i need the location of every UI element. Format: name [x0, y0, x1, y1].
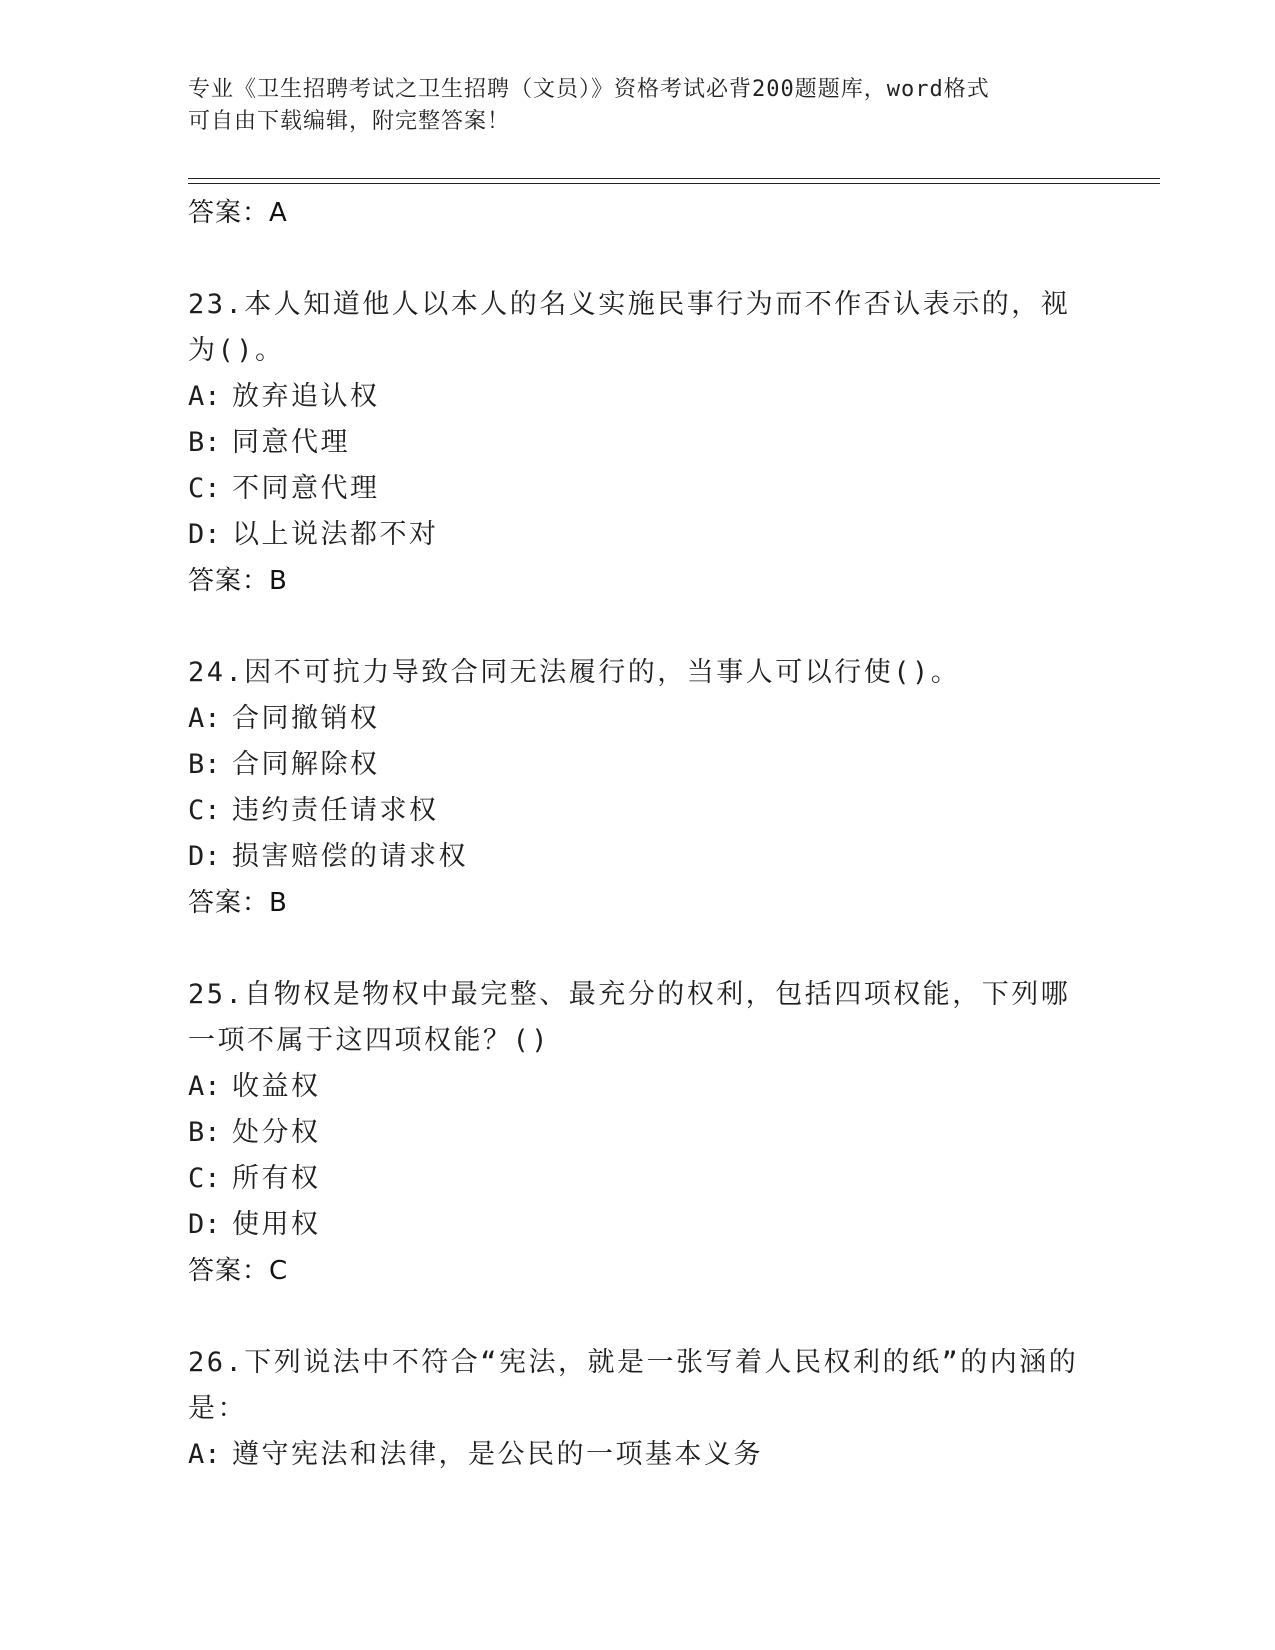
- answer-value: C: [269, 1256, 289, 1286]
- question-stem: [188, 972, 1088, 1064]
- option-b: [188, 420, 1088, 466]
- question-number: 23.: [188, 289, 245, 320]
- option-text: 不同意代理: [232, 473, 380, 504]
- question-number: 25.: [188, 979, 245, 1010]
- option-text: 合同撤销权: [232, 703, 380, 734]
- question-block: [188, 1340, 1088, 1478]
- option-c: [188, 1156, 1088, 1202]
- question-text: 因不可抗力导致合同无法履行的，当事人可以行使()。: [244, 657, 961, 688]
- option-key: C:: [188, 795, 221, 826]
- answer-value: B: [269, 888, 288, 918]
- option-text: 所有权: [232, 1163, 321, 1194]
- answer-line: [188, 558, 1088, 604]
- option-key: A:: [188, 1439, 221, 1470]
- option-key: D:: [188, 519, 221, 550]
- answer-line: [188, 880, 1088, 926]
- option-b: [188, 1110, 1088, 1156]
- option-text: 放弃追认权: [232, 381, 380, 412]
- option-key: D:: [188, 841, 221, 872]
- question-block: [188, 972, 1088, 1294]
- header-line-2: 可自由下载编辑，附完整答案！: [188, 109, 511, 134]
- option-text: 遵守宪法和法律，是公民的一项基本义务: [232, 1439, 763, 1470]
- header-line-1: 专业《卫生招聘考试之卫生招聘（文员）》资格考试必背200题题库，word格式: [188, 77, 990, 102]
- answer-label: 答案：: [188, 1256, 270, 1286]
- header-divider-top: [188, 178, 1160, 179]
- option-text: 合同解除权: [232, 749, 380, 780]
- option-a: [188, 374, 1088, 420]
- option-text: 违约责任请求权: [232, 795, 439, 826]
- option-text: 处分权: [232, 1117, 321, 1148]
- answer-line: [188, 190, 1088, 236]
- question-stem: [188, 650, 1088, 696]
- answer-label: 答案：: [188, 566, 270, 596]
- option-text: 使用权: [232, 1209, 321, 1240]
- option-key: A:: [188, 381, 221, 412]
- option-key: B:: [188, 749, 221, 780]
- question-text: 下列说法中不符合“宪法，就是一张写着人民权利的纸”的内涵的是：: [188, 1347, 1079, 1424]
- question-text: 本人知道他人以本人的名义实施民事行为而不作否认表示的，视为()。: [188, 289, 1071, 366]
- question-number: 24.: [188, 657, 245, 688]
- option-text: 损害赔偿的请求权: [232, 841, 468, 872]
- document-header: [188, 74, 1088, 138]
- answer-label: 答案：: [188, 198, 270, 228]
- answer-line: [188, 1248, 1088, 1294]
- question-block: [188, 282, 1088, 604]
- option-text: 以上说法都不对: [232, 519, 439, 550]
- option-key: B:: [188, 1117, 221, 1148]
- option-key: A:: [188, 703, 221, 734]
- answer-value: A: [269, 198, 288, 228]
- option-a: [188, 696, 1088, 742]
- option-key: C:: [188, 1163, 221, 1194]
- option-a: [188, 1064, 1088, 1110]
- option-b: [188, 742, 1088, 788]
- option-key: B:: [188, 427, 221, 458]
- question-number: 26.: [188, 1347, 245, 1378]
- option-text: 同意代理: [232, 427, 350, 458]
- question-block: [188, 650, 1088, 926]
- header-divider-bottom: [188, 183, 1160, 184]
- question-stem: [188, 1340, 1088, 1432]
- option-text: 收益权: [232, 1071, 321, 1102]
- option-key: C:: [188, 473, 221, 504]
- answer-label: 答案：: [188, 888, 270, 918]
- option-d: [188, 512, 1088, 558]
- option-c: [188, 788, 1088, 834]
- option-c: [188, 466, 1088, 512]
- option-d: [188, 834, 1088, 880]
- option-a: [188, 1432, 1088, 1478]
- option-key: D:: [188, 1209, 221, 1240]
- option-key: A:: [188, 1071, 221, 1102]
- answer-value: B: [269, 566, 288, 596]
- question-list: [188, 190, 1088, 1478]
- question-stem: [188, 282, 1088, 374]
- option-d: [188, 1202, 1088, 1248]
- question-text: 自物权是物权中最完整、最充分的权利，包括四项权能，下列哪一项不属于这四项权能？(): [188, 979, 1071, 1056]
